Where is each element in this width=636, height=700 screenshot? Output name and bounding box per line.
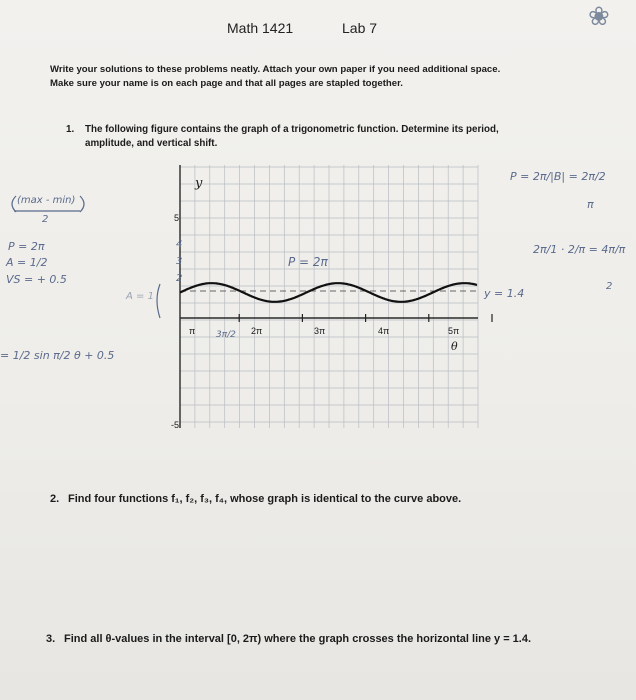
note-calculation: 2π/1 · 2/π = 4π/π [533, 243, 626, 256]
problem-2-number: 2. [50, 493, 60, 505]
x-tick-3pi: 3π [314, 326, 326, 336]
x-tick-5pi: 5π [448, 326, 460, 336]
x-tick-pi: π [189, 326, 196, 336]
y-tick-5: 5 [174, 213, 180, 223]
problem-1-line-1: The following figure contains the graph of a trigonometric function. Determine its period, [85, 124, 499, 135]
note-y-line: y = 1.4 [484, 287, 525, 300]
x-tick-4pi: 4π [378, 326, 390, 336]
note-equation: = 1/2 sin π/2 θ + 0.5 [0, 349, 115, 362]
lab-title: Lab 7 [342, 20, 378, 36]
pencil-bracket-left [157, 284, 160, 318]
graph-grid [180, 165, 478, 428]
note-max-min-denominator: 2 [42, 214, 49, 225]
note-pi-alone: π [587, 198, 594, 211]
note-max-min: (max - min) [17, 195, 76, 206]
problem-1-line-2: amplitude, and vertical shift. [85, 138, 218, 149]
note-vertical-shift: VS = + 0.5 [6, 273, 67, 286]
note-amplitude: A = 1/2 [6, 256, 48, 269]
note-y-scale-2: 2 [176, 273, 183, 284]
course-title: Math 1421 [227, 20, 294, 36]
x-tick-2pi: 2π [251, 326, 263, 336]
note-period-formula: P = 2π/|B| = 2π/2 [510, 170, 606, 183]
problem-3-number: 3. [46, 633, 56, 645]
note-y-scale-3: 3 [176, 256, 183, 267]
note-y-scale-4: 4 [176, 239, 183, 250]
problem-3-text: Find all θ-values in the interval [0, 2π) where the graph crosses the horizontal line y = 1.4. [64, 633, 532, 645]
doodle-icon: ❀ [588, 2, 610, 32]
problem-1-number: 1. [66, 124, 75, 135]
instruction-line-1: Write your solutions to these problems neatly. Attach your own paper if you need additional space. [50, 64, 501, 75]
instruction-line-2: Make sure your name is on each page and that all pages are stapled together. [50, 78, 403, 89]
pencil-paren-open [12, 196, 16, 212]
note-calculation-denominator: 2 [606, 281, 613, 292]
problem-2-text: Find four functions f₁, f₂, f₃, f₄, whose graph is identical to the curve above. [68, 493, 462, 505]
note-p-on-graph: P = 2π [288, 255, 328, 269]
y-axis-label: y [195, 176, 203, 191]
note-period: P = 2π [8, 240, 45, 253]
note-a-equals: A = 1 [126, 291, 154, 302]
note-three-pi-half: 3π/2 [216, 330, 236, 340]
y-tick-neg5: -5 [171, 420, 180, 430]
pencil-paren-close [80, 196, 84, 212]
x-axis-label: θ [451, 340, 458, 353]
